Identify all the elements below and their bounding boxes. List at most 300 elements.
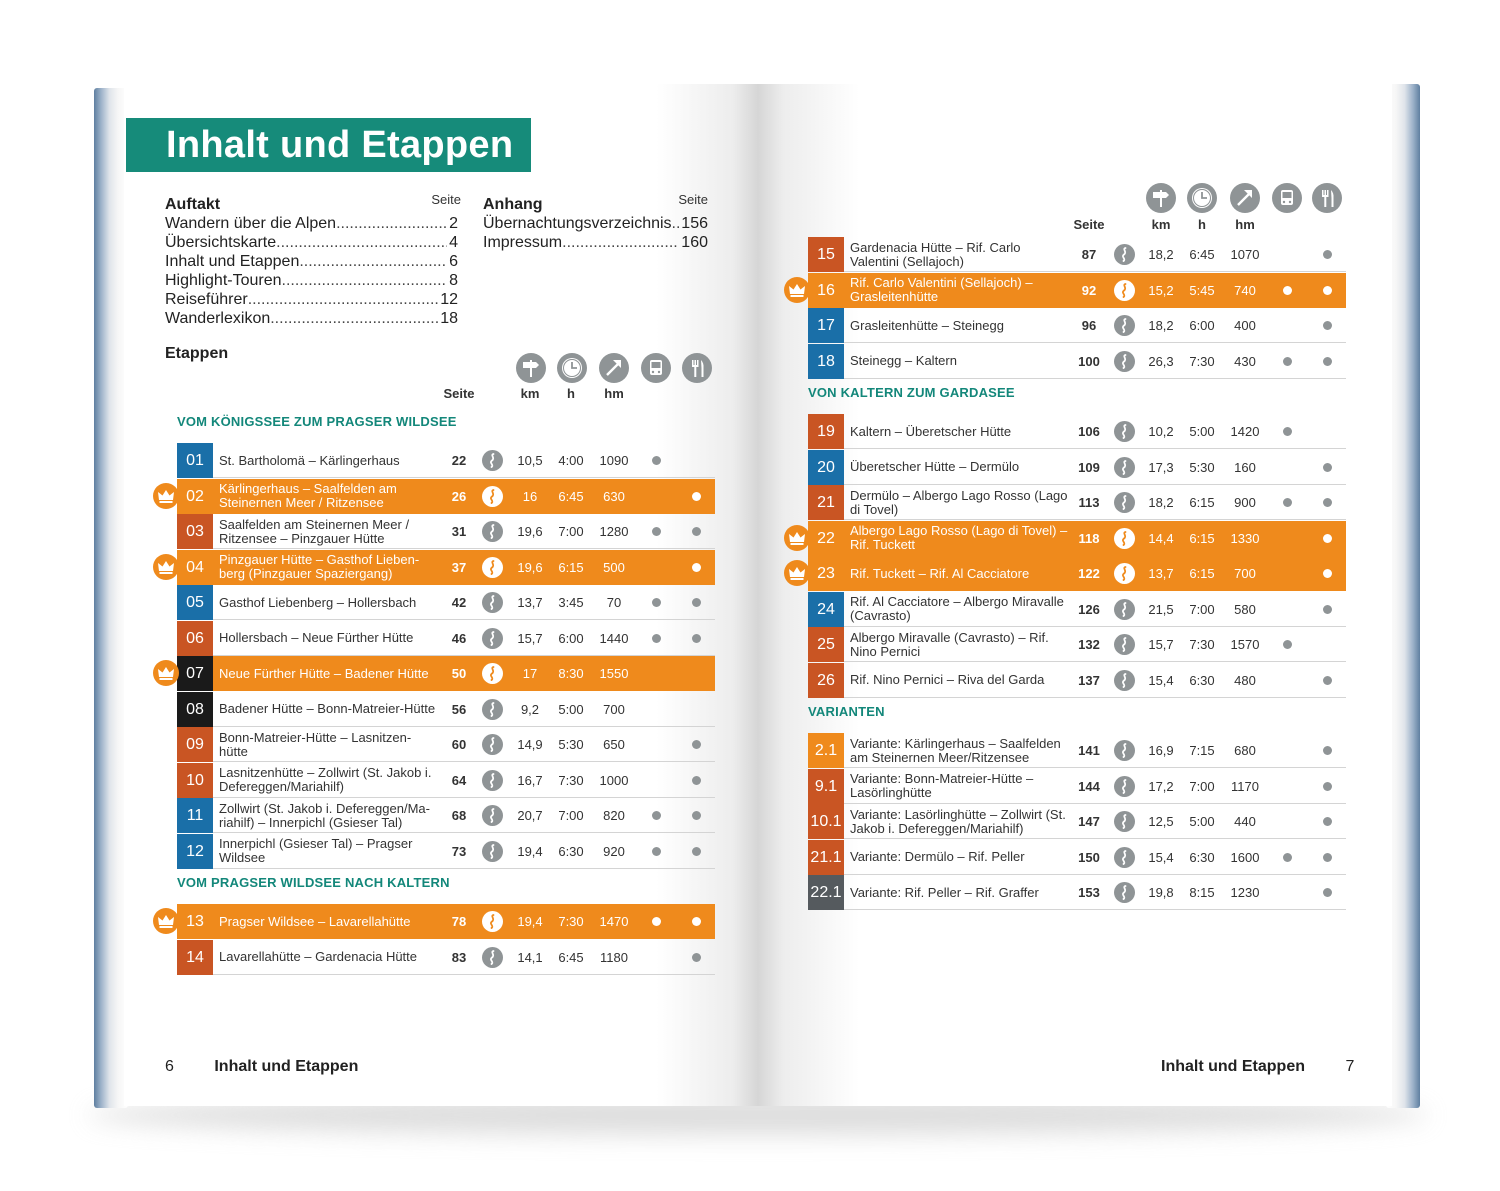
stage-h: 7:15 [1189, 743, 1215, 758]
stage-row[interactable] [808, 344, 1346, 379]
stage-page: 113 [1078, 495, 1100, 510]
stage-km: 9,2 [520, 701, 540, 717]
stage-row[interactable] [177, 656, 715, 691]
stage-description: Hollersbach – Neue Fürther Hütte [219, 630, 414, 645]
stage-hm: 1440 [599, 630, 629, 646]
stage-h: 5:00 [1189, 424, 1215, 439]
stage-description: Gasthof Liebenberg – Hollersbach [219, 594, 417, 610]
stage-row[interactable] [808, 237, 1346, 272]
toc-leader-dots [270, 309, 438, 328]
trail-route-icon [482, 663, 503, 684]
stage-page: 100 [1078, 353, 1100, 369]
bus-available-dot [652, 847, 661, 856]
stage-km: 14,1 [517, 949, 543, 965]
stage-hm: 900 [1234, 495, 1256, 510]
toc-entry[interactable] [165, 309, 458, 328]
stage-km: 15,7 [517, 630, 543, 646]
stage-km: 16,9 [1148, 743, 1174, 758]
stage-km: 12,5 [1148, 814, 1174, 829]
stage-h: 6:30 [1189, 849, 1215, 865]
stage-row[interactable] [808, 804, 1346, 839]
footer-right-title: Inhalt und Etappen [1161, 1058, 1305, 1075]
stage-number: 14 [177, 940, 213, 975]
highlight-crown-icon [784, 277, 810, 303]
stage-hm: 70 [606, 595, 622, 610]
stage-hm: 1600 [1230, 849, 1260, 865]
stage-description: Rif. Al Cacciatore – Albergo Miravalle (Cavrasto) [850, 594, 1064, 623]
page-title-banner [126, 118, 531, 172]
stage-hm: 1170 [1231, 778, 1259, 794]
toc-anhang-list [483, 214, 708, 252]
stage-row[interactable] [808, 627, 1346, 662]
trail-route-icon [1114, 421, 1135, 442]
stage-row[interactable] [177, 940, 715, 975]
stage-description: Variante: Lasörlinghütte – Zollwirt (St. Jakob i. Defereggen/Mariahilf) [850, 806, 1066, 836]
stage-hm: 1180 [600, 949, 628, 965]
toc-anhang [483, 192, 708, 252]
stage-hm: 700 [1234, 566, 1256, 581]
stage-page: 42 [451, 595, 467, 610]
stage-km: 16,7 [517, 772, 543, 788]
stage-row[interactable] [177, 834, 715, 869]
stage-km: 17,3 [1148, 459, 1174, 475]
restaurant-icon [1312, 183, 1342, 213]
toc-entry[interactable] [165, 271, 458, 290]
stage-number: 20 [808, 450, 844, 485]
stage-km: 17,2 [1148, 778, 1174, 794]
food-available-dot [1323, 498, 1332, 507]
stage-description: Albergo Miravalle (Cavrasto) – Rif. Nino Pernici [850, 629, 1049, 659]
food-available-dot [692, 563, 701, 572]
stage-row[interactable] [177, 798, 715, 833]
stage-km: 20,7 [517, 808, 543, 823]
food-available-dot [1323, 357, 1332, 366]
stage-km: 18,2 [1148, 495, 1174, 510]
trail-route-icon [482, 734, 503, 755]
trail-route-icon [482, 557, 503, 578]
bus-available-dot [652, 598, 661, 607]
stage-description: Variante: Rif. Peller – Rif. Graffer [850, 884, 1039, 900]
stage-h: 5:30 [558, 737, 584, 752]
food-available-dot [1323, 569, 1332, 578]
etappen-heading: Etappen [165, 345, 229, 362]
stage-description: Steinegg – Kaltern [850, 353, 957, 368]
trail-route-icon [1114, 670, 1135, 691]
stage-hm: 1420 [1230, 424, 1260, 439]
stage-row[interactable] [808, 556, 1346, 591]
stage-h: 6:45 [558, 949, 584, 965]
stage-row[interactable] [177, 727, 715, 762]
stage-km: 18,2 [1148, 247, 1174, 262]
food-available-dot [692, 740, 701, 749]
stage-description: Zollwirt (St. Jakob i. Defereggen/Ma-riahilf) – Innerpichl (Gsieser Tal) [219, 800, 430, 830]
food-available-dot [692, 598, 701, 607]
stage-h: 6:30 [1189, 672, 1215, 688]
stage-km: 19,4 [517, 843, 543, 859]
food-available-dot [692, 917, 701, 926]
stage-km: 14,4 [1148, 530, 1174, 546]
bus-available-dot [1283, 357, 1292, 366]
stage-km: 16 [522, 488, 538, 504]
toc-entry[interactable] [165, 233, 458, 252]
toc-leader-dots [562, 233, 679, 252]
stage-row[interactable] [808, 875, 1346, 910]
stage-description: Lasnitzenhütte – Zollwirt (St. Jakob i. Defereggen/Mariahilf) [219, 765, 432, 794]
toc-auftakt [165, 192, 461, 328]
stage-page: 126 [1078, 601, 1100, 617]
stage-hm: 440 [1234, 814, 1256, 829]
stage-number: 16 [808, 273, 844, 308]
toc-leader-dots [336, 214, 447, 233]
stage-km: 13,7 [1148, 566, 1174, 581]
bus-icon [1272, 183, 1302, 213]
stage-km: 15,2 [1148, 282, 1174, 298]
stage-description: Saalfelden am Steinernen Meer / Ritzensee – Pinzgauer Hütte [219, 516, 410, 546]
stage-description: Überetscher Hütte – Dermülo [850, 459, 1020, 474]
food-available-dot [1323, 250, 1332, 259]
stage-h: 5:30 [1189, 459, 1215, 475]
stage-page: 60 [451, 737, 467, 752]
footer-right-page: 7 [1345, 1058, 1355, 1075]
stage-number: 04 [177, 550, 213, 585]
stage-km: 10,5 [517, 453, 543, 468]
stage-hm: 680 [1234, 743, 1256, 758]
toc-entry[interactable] [483, 233, 708, 252]
column-header-km: km [520, 386, 540, 401]
stage-km: 15,4 [1148, 849, 1174, 865]
stage-page: 109 [1078, 459, 1100, 475]
stage-row[interactable] [808, 521, 1346, 556]
stage-row[interactable] [808, 663, 1346, 698]
stage-description: Grasleitenhütte – Steinegg [850, 317, 1004, 333]
stage-h: 6:45 [1189, 247, 1215, 262]
toc-entry[interactable] [165, 252, 458, 271]
stage-h: 5:00 [1189, 814, 1215, 829]
stage-description: Dermülo – Albergo Lago Rosso (Lago di Tovel) [850, 487, 1068, 517]
stage-page: 26 [451, 488, 467, 504]
stage-row[interactable] [808, 273, 1346, 308]
toc-seite-label: Seite [431, 192, 461, 207]
stage-row[interactable] [808, 733, 1346, 768]
stage-description: St. Bartholomä – Kärlingerhaus [219, 452, 400, 468]
stage-km: 19,6 [517, 524, 543, 539]
page-title: Inhalt und Etappen [166, 124, 514, 166]
ascent-arrow-icon [1230, 183, 1260, 213]
stage-page: 132 [1078, 637, 1100, 652]
trail-route-icon [1114, 776, 1135, 797]
stage-hm: 820 [603, 808, 625, 823]
stage-km: 19,4 [517, 914, 543, 929]
toc-entry[interactable] [165, 214, 458, 233]
column-header-h: h [567, 386, 575, 401]
section-heading: VON KALTERN ZUM GARDASEE [808, 385, 1015, 400]
stage-number: 18 [808, 344, 844, 379]
toc-entry-page: 2 [449, 215, 458, 232]
trail-route-icon [1114, 315, 1135, 336]
footer-left-title: Inhalt und Etappen [214, 1058, 359, 1075]
stage-row[interactable] [177, 514, 715, 549]
stage-h: 6:15 [1189, 566, 1215, 581]
stage-page: 31 [451, 524, 467, 539]
toc-entry-label: Inhalt und Etappen [165, 253, 300, 270]
toc-entry-page: 156 [681, 215, 708, 232]
stage-number: 19 [808, 414, 844, 449]
food-available-dot [692, 527, 701, 536]
stage-row[interactable] [808, 840, 1346, 875]
stage-hm: 1090 [599, 453, 629, 468]
stage-page: 122 [1078, 566, 1100, 581]
trail-route-icon [482, 486, 503, 507]
stage-row[interactable] [177, 479, 715, 514]
toc-entry-page: 4 [449, 234, 458, 251]
column-header-seite: Seite [443, 386, 475, 401]
trail-route-icon [1114, 351, 1135, 372]
stage-h: 7:30 [558, 914, 584, 929]
stage-page: 147 [1078, 814, 1100, 829]
stage-description: Variante: Kärlingerhaus – Saalfelden am Steinernen Meer/Ritzensee [850, 735, 1061, 765]
trail-route-icon [1114, 244, 1135, 265]
stage-h: 6:30 [558, 843, 584, 859]
bus-available-dot [652, 917, 661, 926]
stage-hm: 580 [1234, 601, 1256, 617]
stage-h: 4:00 [558, 453, 584, 468]
stage-hm: 650 [603, 737, 625, 752]
stage-row[interactable] [177, 550, 715, 585]
food-available-dot [1323, 286, 1332, 295]
column-header-hm: hm [604, 386, 624, 401]
stage-number: 15 [808, 237, 844, 272]
stage-row[interactable] [177, 904, 715, 939]
toc-entry-label: Highlight-Touren [165, 272, 282, 289]
stage-h: 7:30 [558, 772, 584, 788]
food-available-dot [1323, 888, 1332, 897]
stage-page: 141 [1078, 743, 1100, 758]
highlight-crown-icon [153, 908, 179, 934]
stage-description: Pinzgauer Hütte – Gasthof Lieben-berg (Pinzgauer Spaziergang) [219, 552, 420, 581]
trail-route-icon [482, 450, 503, 471]
stage-page: 150 [1078, 849, 1100, 865]
column-header-km: km [1151, 217, 1171, 232]
stage-page: 37 [451, 559, 467, 575]
toc-entry-label: Wanderlexikon [165, 310, 271, 327]
stage-row[interactable] [177, 692, 715, 727]
bus-available-dot [1283, 286, 1292, 295]
highlight-crown-icon [784, 560, 810, 586]
stage-page: 96 [1081, 318, 1097, 333]
restaurant-icon [682, 353, 712, 383]
stage-page: 87 [1081, 247, 1097, 262]
book-edge-left [94, 88, 128, 1108]
stage-h: 5:00 [558, 701, 584, 717]
food-available-dot [1323, 782, 1332, 791]
bus-available-dot [652, 527, 661, 536]
stage-h: 7:00 [1189, 778, 1215, 794]
toc-entry-page: 8 [449, 272, 458, 289]
stage-number: 02 [177, 479, 213, 514]
ascent-arrow-icon [599, 353, 629, 383]
stage-page: 83 [451, 949, 467, 965]
food-available-dot [692, 776, 701, 785]
bus-icon [641, 353, 671, 383]
trail-route-icon [482, 770, 503, 791]
toc-entry[interactable] [483, 214, 708, 233]
trail-route-icon [1114, 882, 1135, 903]
trail-route-icon [1114, 740, 1135, 761]
stage-number: 01 [177, 443, 213, 478]
footer-right [1161, 1058, 1354, 1076]
highlight-crown-icon [153, 483, 179, 509]
stage-page: 73 [451, 843, 467, 859]
stage-page: 46 [451, 630, 467, 646]
stage-number: 9.1 [808, 769, 844, 804]
food-available-dot [1323, 676, 1332, 685]
stage-hm: 1000 [599, 772, 629, 788]
trail-route-icon [1114, 563, 1135, 584]
stage-row[interactable] [177, 621, 715, 656]
stage-page: 118 [1078, 530, 1100, 546]
highlight-crown-icon [153, 660, 179, 686]
stage-row[interactable] [177, 585, 715, 620]
food-available-dot [692, 953, 701, 962]
stage-h: 6:00 [558, 630, 584, 646]
stage-h: 7:00 [558, 808, 584, 823]
bus-available-dot [1283, 640, 1292, 649]
stage-page: 78 [451, 914, 467, 929]
trail-route-icon [482, 911, 503, 932]
stage-description: Variante: Bonn-Matreier-Hütte – Lasörlinghütte [850, 771, 1034, 800]
bus-available-dot [652, 456, 661, 465]
stage-h: 6:45 [558, 488, 584, 504]
trail-route-icon [482, 699, 503, 720]
trail-route-icon [482, 521, 503, 542]
stage-km: 10,2 [1148, 424, 1174, 439]
stage-km: 19,6 [517, 559, 543, 575]
stage-number: 10.1 [808, 804, 844, 839]
stage-description: Kaltern – Überetscher Hütte [850, 423, 1012, 439]
stage-description: Bonn-Matreier-Hütte – Lasnitzen-hütte [219, 729, 412, 759]
toc-entry-page: 18 [440, 310, 458, 327]
stage-description: Neue Fürther Hütte – Badener Hütte [219, 665, 429, 681]
stage-hm: 400 [1234, 318, 1256, 333]
stage-h: 8:30 [558, 666, 584, 681]
stage-hm: 630 [603, 488, 625, 504]
trail-route-icon [1114, 280, 1135, 301]
bus-available-dot [1283, 427, 1292, 436]
toc-auftakt-heading: Auftakt [165, 196, 221, 213]
stage-hm: 480 [1234, 672, 1256, 688]
stage-row[interactable] [808, 769, 1346, 804]
stage-hm: 700 [603, 701, 625, 717]
trail-route-icon [1114, 457, 1135, 478]
footer-left-page: 6 [165, 1058, 174, 1075]
clock-icon [1187, 183, 1217, 213]
stage-row[interactable] [808, 308, 1346, 343]
stage-description: Pragser Wildsee – Lavarellahütte [219, 913, 411, 929]
stage-hm: 1070 [1230, 247, 1260, 262]
toc-entry-page: 6 [449, 253, 458, 270]
food-available-dot [1323, 853, 1332, 862]
stage-number: 11 [177, 798, 213, 833]
toc-leader-dots [299, 252, 447, 271]
toc-entry-label: Übersichtskarte [165, 234, 277, 251]
stage-number: 06 [177, 621, 213, 656]
stage-number: 22 [808, 521, 844, 556]
highlight-crown-icon [784, 525, 810, 551]
stage-number: 24 [808, 592, 844, 627]
stage-h: 7:00 [1189, 601, 1215, 617]
stage-row[interactable] [177, 763, 715, 798]
food-available-dot [692, 811, 701, 820]
stage-hm: 1330 [1230, 530, 1260, 546]
stage-page: 22 [451, 453, 467, 468]
stage-hm: 1280 [599, 524, 629, 539]
food-available-dot [1323, 534, 1332, 543]
stage-description: Variante: Dermülo – Rif. Peller [850, 849, 1025, 864]
stage-page: 92 [1081, 282, 1097, 298]
stage-km: 26,3 [1148, 353, 1174, 369]
food-available-dot [1323, 321, 1332, 330]
stage-description: Rif. Nino Pernici – Riva del Garda [850, 672, 1045, 687]
stage-number: 03 [177, 514, 213, 549]
stage-description: Kärlingerhaus – Saalfelden am Steinernen Meer / Ritzensee [219, 481, 397, 510]
stage-hm: 500 [603, 559, 625, 575]
bus-available-dot [1283, 498, 1292, 507]
stage-km: 15,7 [1148, 637, 1174, 652]
food-available-dot [1323, 746, 1332, 755]
stage-h: 3:45 [558, 595, 584, 610]
column-header-hm: hm [1235, 217, 1255, 232]
stage-row[interactable] [808, 414, 1346, 449]
trail-route-icon [1114, 847, 1135, 868]
section-heading: VOM PRAGSER WILDSEE NACH KALTERN [177, 875, 450, 890]
food-available-dot [1323, 463, 1332, 472]
stage-h: 7:00 [558, 524, 584, 539]
stage-page: 106 [1078, 424, 1100, 439]
stage-row[interactable] [808, 592, 1346, 627]
stage-number: 09 [177, 727, 213, 762]
stage-page: 137 [1078, 672, 1100, 688]
stage-page: 64 [451, 772, 467, 788]
stage-description: Rif. Tuckett – Rif. Al Cacciatore [850, 565, 1030, 581]
stage-description: Albergo Lago Rosso (Lago di Tovel) – Rif. Tuckett [850, 523, 1068, 552]
column-header-h: h [1198, 217, 1206, 232]
stage-description: Rif. Carlo Valentini (Sellajoch) – Grasleitenhütte [850, 275, 1033, 304]
trail-route-icon [1114, 811, 1135, 832]
section-heading: VARIANTEN [808, 704, 885, 719]
trail-route-icon [482, 592, 503, 613]
stage-km: 19,8 [1148, 885, 1174, 900]
signpost-icon [516, 353, 546, 383]
toc-entry[interactable] [165, 290, 458, 309]
toc-seite-label: Seite [678, 192, 708, 207]
stage-hm: 160 [1234, 459, 1256, 475]
stage-km: 17 [522, 666, 538, 681]
stage-km: 21,5 [1148, 601, 1174, 617]
toc-entry-page: 160 [681, 234, 708, 251]
stage-row[interactable] [808, 450, 1346, 485]
stage-h: 5:45 [1189, 282, 1215, 298]
toc-entry-page: 12 [440, 291, 458, 308]
toc-leader-dots [672, 214, 680, 233]
trail-route-icon [1114, 492, 1135, 513]
food-available-dot [692, 847, 701, 856]
trail-route-icon [1114, 528, 1135, 549]
stage-h: 7:30 [1189, 637, 1215, 652]
toc-entry-label: Reiseführer [165, 291, 248, 308]
stage-row[interactable] [177, 443, 715, 478]
stage-row[interactable] [808, 485, 1346, 520]
column-header-seite: Seite [1073, 217, 1105, 232]
